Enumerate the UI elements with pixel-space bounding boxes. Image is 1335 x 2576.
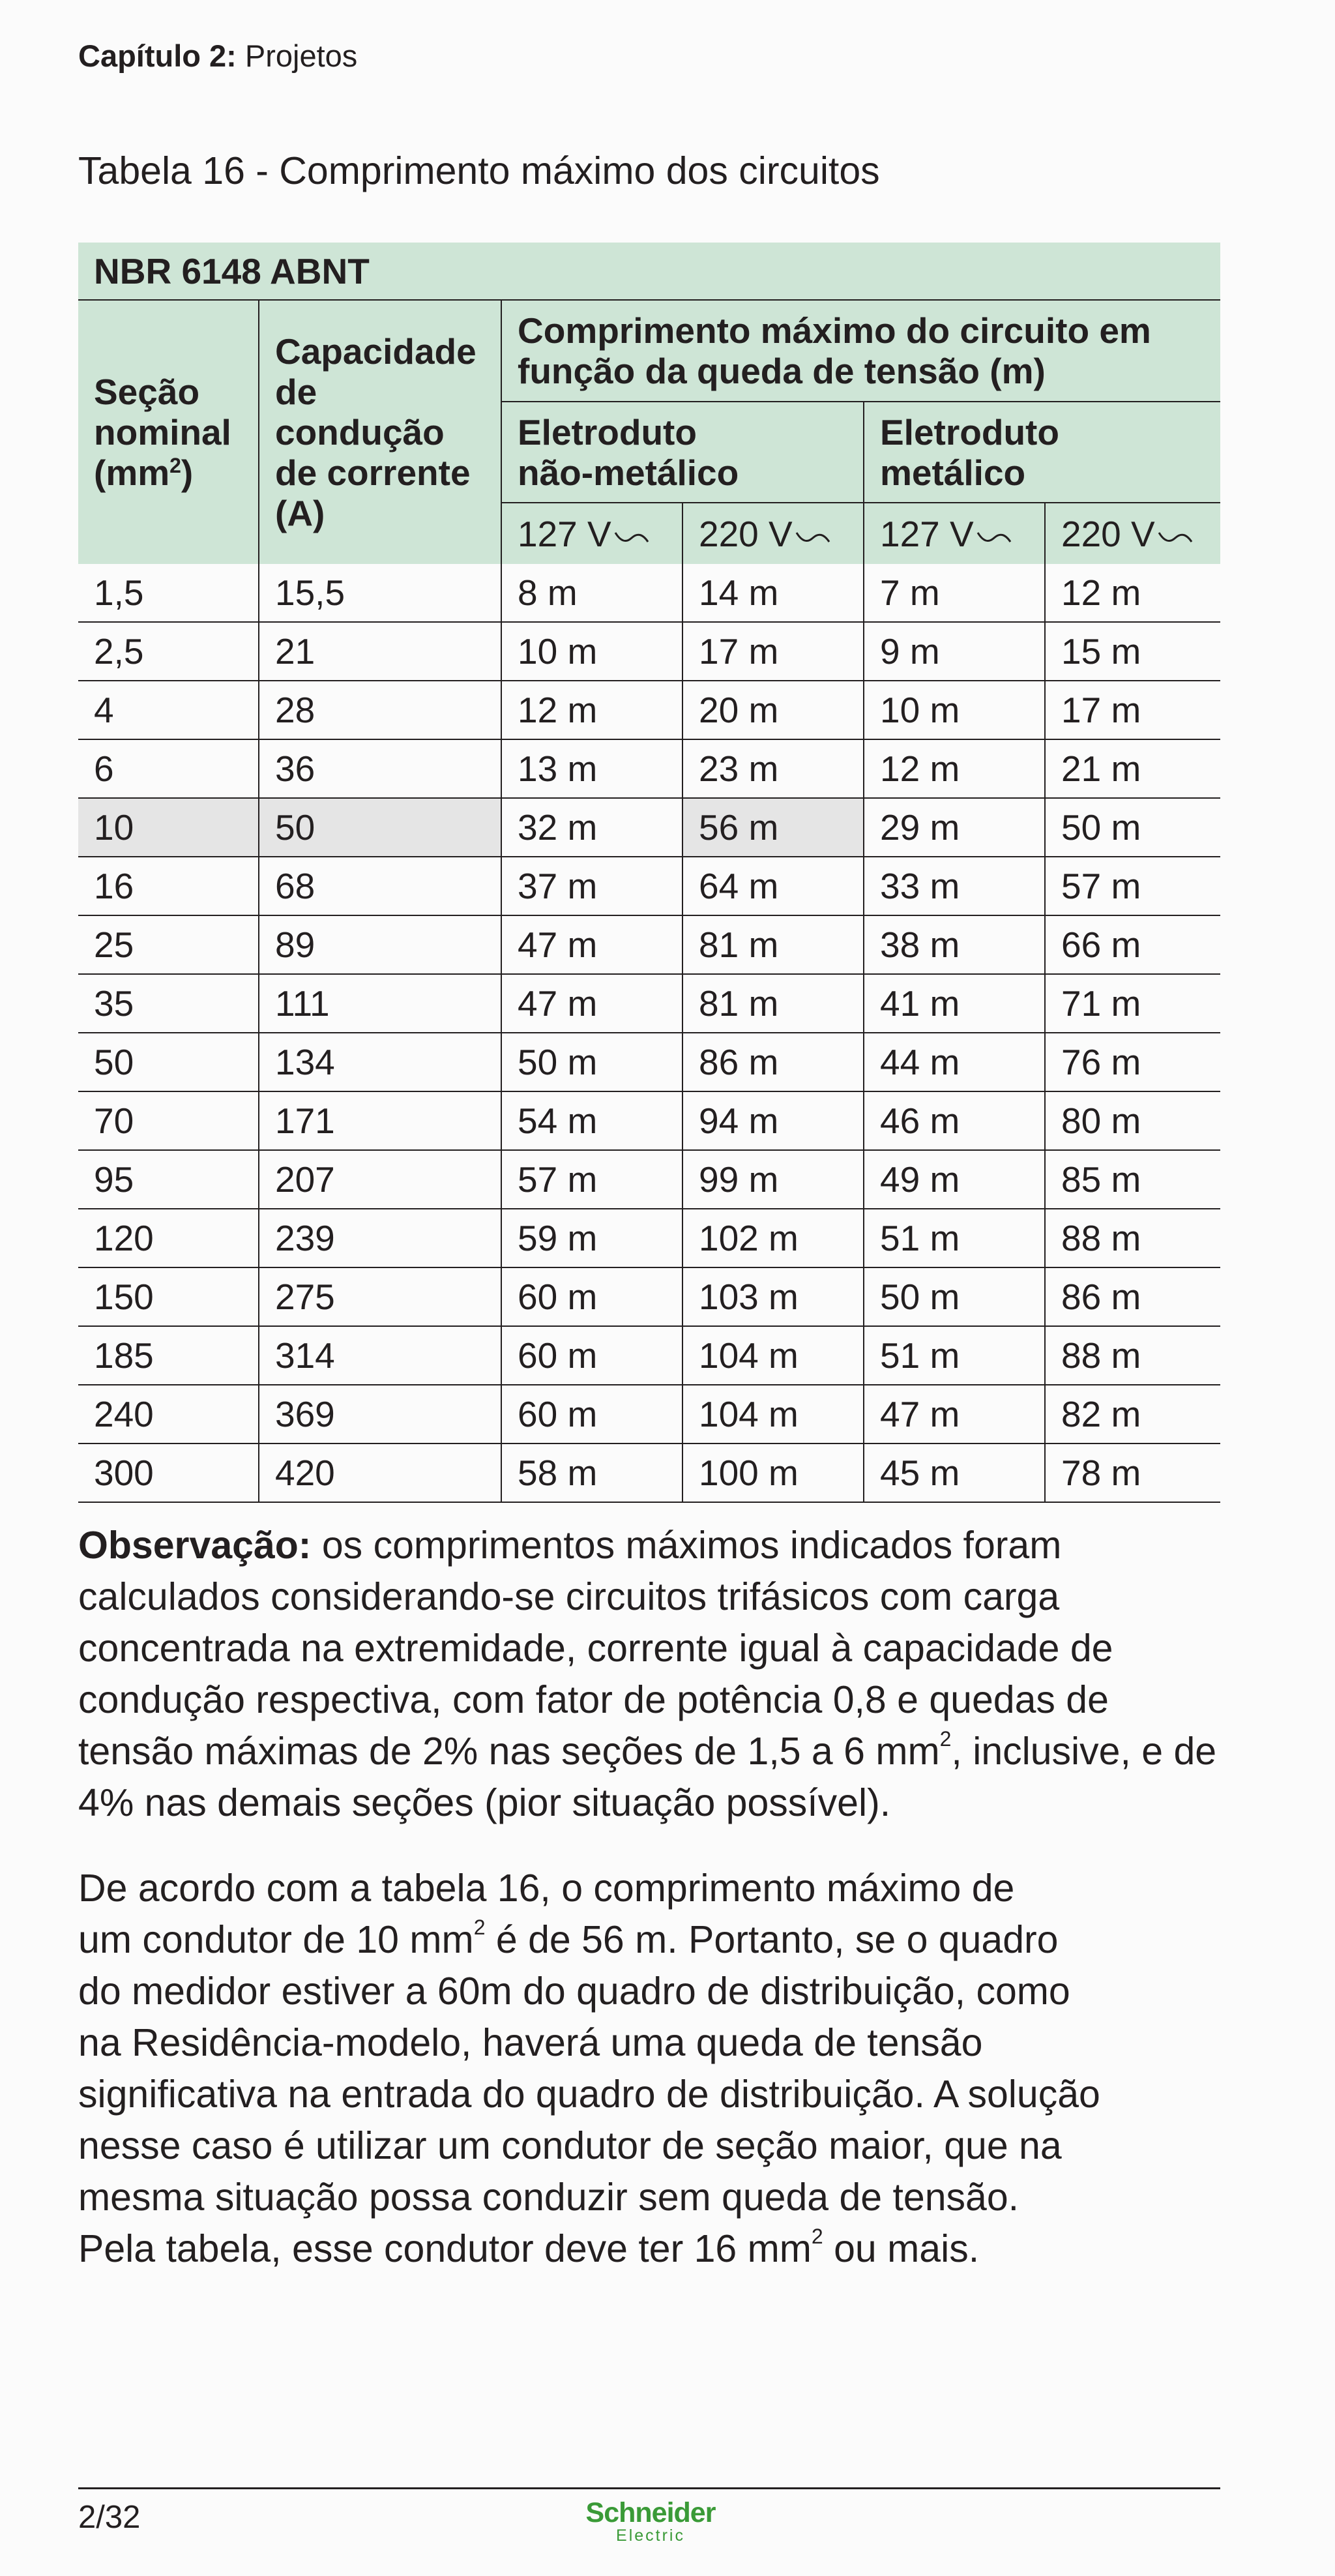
table-row [78, 1150, 1220, 1209]
observation-text: os comprimentos máximos indicados foram calculados considerando-se circuitos trifásicos com carga concentrada na extremidade, corrente igual à capacidade de condução respectiva, com fator de potência 0,8 e quedas de tensão máximas de 2% nas seções de 1,5 a 6 mm [78, 1524, 1113, 1773]
standard-row [78, 243, 1220, 300]
col-section-unit: (mm [94, 452, 170, 493]
table-cell: 85 m [1045, 1150, 1220, 1209]
standard-label: NBR 6148 ABNT [78, 243, 1220, 300]
table-cell: 44 m [864, 1033, 1045, 1091]
table-cell: 99 m [682, 1150, 864, 1209]
table-cell: 300 [78, 1443, 259, 1502]
table-cell: 207 [259, 1150, 501, 1209]
table-cell: 32 m [501, 798, 682, 857]
table-cell: 95 [78, 1150, 259, 1209]
table-cell: 100 m [682, 1443, 864, 1502]
observation-text-end: , inclusive, e de 4% nas demais seções (pior situação possível). [78, 1730, 1217, 1824]
table-cell: 88 m [1045, 1209, 1220, 1267]
col-length-line2: função da queda de tensão (m) [518, 351, 1046, 391]
col-length-line1: Comprimento máximo do circuito em [518, 310, 1151, 351]
table-cell: 50 m [1045, 798, 1220, 857]
table-cell: 12 m [1045, 564, 1220, 622]
table-cell: 89 [259, 915, 501, 974]
col-capacity-line1: Capacidade [275, 331, 477, 372]
table-cell: 102 m [682, 1209, 864, 1267]
voltage-cell [501, 503, 682, 564]
table-row [78, 681, 1220, 739]
chapter-label: Capítulo 2: [78, 38, 237, 73]
table-row [78, 974, 1220, 1033]
table-cell: 8 m [501, 564, 682, 622]
voltage-cell [864, 503, 1045, 564]
table-cell: 50 m [501, 1033, 682, 1091]
col-capacity-line5: (A) [275, 493, 325, 533]
table-cell: 46 m [864, 1091, 1045, 1150]
col-section-sup: 2 [169, 454, 181, 477]
body-line: nesse caso é utilizar um condutor de seção maior, que na [78, 2124, 1062, 2167]
table-cell: 12 m [864, 739, 1045, 798]
page-number: 2/32 [78, 2500, 141, 2535]
table-cell: 56 m [682, 798, 864, 857]
table-cell: 60 m [501, 1267, 682, 1326]
table-cell: 104 m [682, 1385, 864, 1443]
col-section-line3 [94, 452, 258, 493]
table-cell: 86 m [1045, 1267, 1220, 1326]
table-cell: 120 [78, 1209, 259, 1267]
table-cell: 28 [259, 681, 501, 739]
table-cell: 16 [78, 857, 259, 915]
table-cell: 60 m [501, 1385, 682, 1443]
table-cell: 420 [259, 1443, 501, 1502]
table-cell: 45 m [864, 1443, 1045, 1502]
body-line: significativa na entrada do quadro de distribuição. A solução [78, 2073, 1100, 2116]
group-nonmetal-line2: não-metálico [518, 452, 739, 493]
table-cell: 47 m [501, 974, 682, 1033]
table-cell: 59 m [501, 1209, 682, 1267]
table-cell: 71 m [1045, 974, 1220, 1033]
table-cell: 10 m [864, 681, 1045, 739]
table-cell: 76 m [1045, 1033, 1220, 1091]
body-line-text: é de 56 m. Portanto, se o quadro [485, 1918, 1059, 1961]
table-cell: 82 m [1045, 1385, 1220, 1443]
table-cell: 12 m [501, 681, 682, 739]
body-line-text: ou mais. [823, 2227, 980, 2270]
table-cell: 64 m [682, 857, 864, 915]
voltage-label: 127 V [880, 513, 974, 554]
header-row [78, 300, 1220, 402]
table-cell: 50 [78, 1033, 259, 1091]
table-row [78, 1326, 1220, 1385]
voltage-label: 127 V [518, 513, 611, 554]
table-cell: 35 [78, 974, 259, 1033]
table-cell: 36 [259, 739, 501, 798]
observation-label: Observação: [78, 1524, 312, 1567]
group-nonmetal-line1: Eletroduto [518, 411, 697, 452]
table-cell: 54 m [501, 1091, 682, 1150]
table-cell: 68 [259, 857, 501, 915]
table-cell: 37 m [501, 857, 682, 915]
table-cell: 104 m [682, 1326, 864, 1385]
chapter-name: Projetos [236, 38, 358, 73]
table-cell: 14 m [682, 564, 864, 622]
group-metal-line1: Eletroduto [880, 411, 1059, 452]
body-sup: 2 [473, 1916, 486, 1939]
table-row [78, 1209, 1220, 1267]
table-cell: 150 [78, 1267, 259, 1326]
col-section-close: ) [181, 452, 194, 493]
table-row [78, 857, 1220, 915]
table-cell: 50 m [864, 1267, 1045, 1326]
ac-wave-icon [795, 527, 830, 546]
table-cell: 58 m [501, 1443, 682, 1502]
table-cell: 80 m [1045, 1091, 1220, 1150]
table-cell: 86 m [682, 1033, 864, 1091]
table-cell: 38 m [864, 915, 1045, 974]
table-cell: 29 m [864, 798, 1045, 857]
table-cell: 23 m [682, 739, 864, 798]
chapter-header [78, 38, 357, 74]
table-row [78, 798, 1220, 857]
col-section-line2: nominal [94, 412, 231, 452]
body-line-text: Pela tabela, esse condutor deve ter 16 mm [78, 2227, 812, 2270]
observation-sup: 2 [939, 1727, 952, 1751]
table-row [78, 1385, 1220, 1443]
ac-wave-icon [614, 527, 649, 546]
table-cell: 6 [78, 739, 259, 798]
logo-sub: Electric [616, 2526, 685, 2545]
table-row [78, 1443, 1220, 1502]
body-sup: 2 [811, 2225, 823, 2248]
voltage-cell [1045, 503, 1220, 564]
group-metal-line2: metálico [880, 452, 1026, 493]
table-cell: 78 m [1045, 1443, 1220, 1502]
table-cell: 81 m [682, 974, 864, 1033]
table-cell: 51 m [864, 1209, 1045, 1267]
col-capacity-line4: de corrente [275, 452, 471, 493]
table-cell: 1,5 [78, 564, 259, 622]
body-line [78, 1914, 1225, 1966]
table-cell: 111 [259, 974, 501, 1033]
table-body [78, 564, 1220, 1502]
table-cell: 17 m [1045, 681, 1220, 739]
voltage-label: 220 V [1061, 513, 1155, 554]
table-cell: 60 m [501, 1326, 682, 1385]
footer-divider [78, 2487, 1220, 2489]
table-cell: 103 m [682, 1267, 864, 1326]
table-title: Tabela 16 - Comprimento máximo dos circuitos [78, 149, 880, 192]
table-cell: 50 [259, 798, 501, 857]
table-cell: 57 m [1045, 857, 1220, 915]
table-cell: 15 m [1045, 622, 1220, 681]
table-cell: 10 [78, 798, 259, 857]
table-cell: 49 m [864, 1150, 1045, 1209]
table-cell: 25 [78, 915, 259, 974]
col-header-capacity [259, 300, 501, 564]
body-line-text: um condutor de 10 mm [78, 1918, 474, 1961]
col-header-length [501, 300, 1220, 402]
table-cell: 15,5 [259, 564, 501, 622]
table-cell: 88 m [1045, 1326, 1220, 1385]
table-cell: 47 m [501, 915, 682, 974]
table-cell: 7 m [864, 564, 1045, 622]
body-line: De acordo com a tabela 16, o comprimento máximo de [78, 1867, 1015, 1910]
body-paragraph [78, 1863, 1225, 2275]
table-cell: 275 [259, 1267, 501, 1326]
col-section-line1: Seção [94, 372, 200, 412]
table-cell: 13 m [501, 739, 682, 798]
table-cell: 66 m [1045, 915, 1220, 974]
table-cell: 4 [78, 681, 259, 739]
body-line: mesma situação possa conduzir sem queda de tensão. [78, 2176, 1020, 2219]
table-cell: 17 m [682, 622, 864, 681]
cable-length-table [78, 243, 1220, 1503]
group-metal [864, 402, 1220, 503]
table-row [78, 915, 1220, 974]
table-cell: 81 m [682, 915, 864, 974]
table-row [78, 622, 1220, 681]
table-cell: 70 [78, 1091, 259, 1150]
table-row [78, 564, 1220, 622]
table-cell: 369 [259, 1385, 501, 1443]
voltage-cell [682, 503, 864, 564]
group-nonmetal [501, 402, 864, 503]
table-cell: 47 m [864, 1385, 1045, 1443]
table-cell: 134 [259, 1033, 501, 1091]
table-cell: 2,5 [78, 622, 259, 681]
table-row [78, 1033, 1220, 1091]
table-cell: 171 [259, 1091, 501, 1150]
table-cell: 21 [259, 622, 501, 681]
ac-wave-icon [1158, 527, 1193, 546]
table-cell: 33 m [864, 857, 1045, 915]
schneider-electric-logo [572, 2498, 729, 2544]
table-cell: 9 m [864, 622, 1045, 681]
ac-wave-icon [976, 527, 1012, 546]
table-cell: 94 m [682, 1091, 864, 1150]
table-cell: 41 m [864, 974, 1045, 1033]
col-capacity-line3: condução [275, 412, 445, 452]
table-cell: 57 m [501, 1150, 682, 1209]
voltage-label: 220 V [699, 513, 793, 554]
table-cell: 21 m [1045, 739, 1220, 798]
table-cell: 185 [78, 1326, 259, 1385]
table-row [78, 739, 1220, 798]
table-cell: 20 m [682, 681, 864, 739]
table-cell: 240 [78, 1385, 259, 1443]
body-line: na Residência-modelo, haverá uma queda de tensão [78, 2021, 983, 2064]
table-cell: 314 [259, 1326, 501, 1385]
observation-paragraph [78, 1520, 1225, 1829]
table-cell: 51 m [864, 1326, 1045, 1385]
table-cell: 10 m [501, 622, 682, 681]
table-row [78, 1267, 1220, 1326]
col-capacity-line2: de [275, 372, 317, 412]
logo-name: Schneider [585, 2497, 716, 2528]
col-header-section [78, 300, 259, 564]
body-line [78, 2223, 1225, 2275]
body-line: do medidor estiver a 60m do quadro de distribuição, como [78, 1970, 1070, 2013]
table-cell: 239 [259, 1209, 501, 1267]
table-row [78, 1091, 1220, 1150]
